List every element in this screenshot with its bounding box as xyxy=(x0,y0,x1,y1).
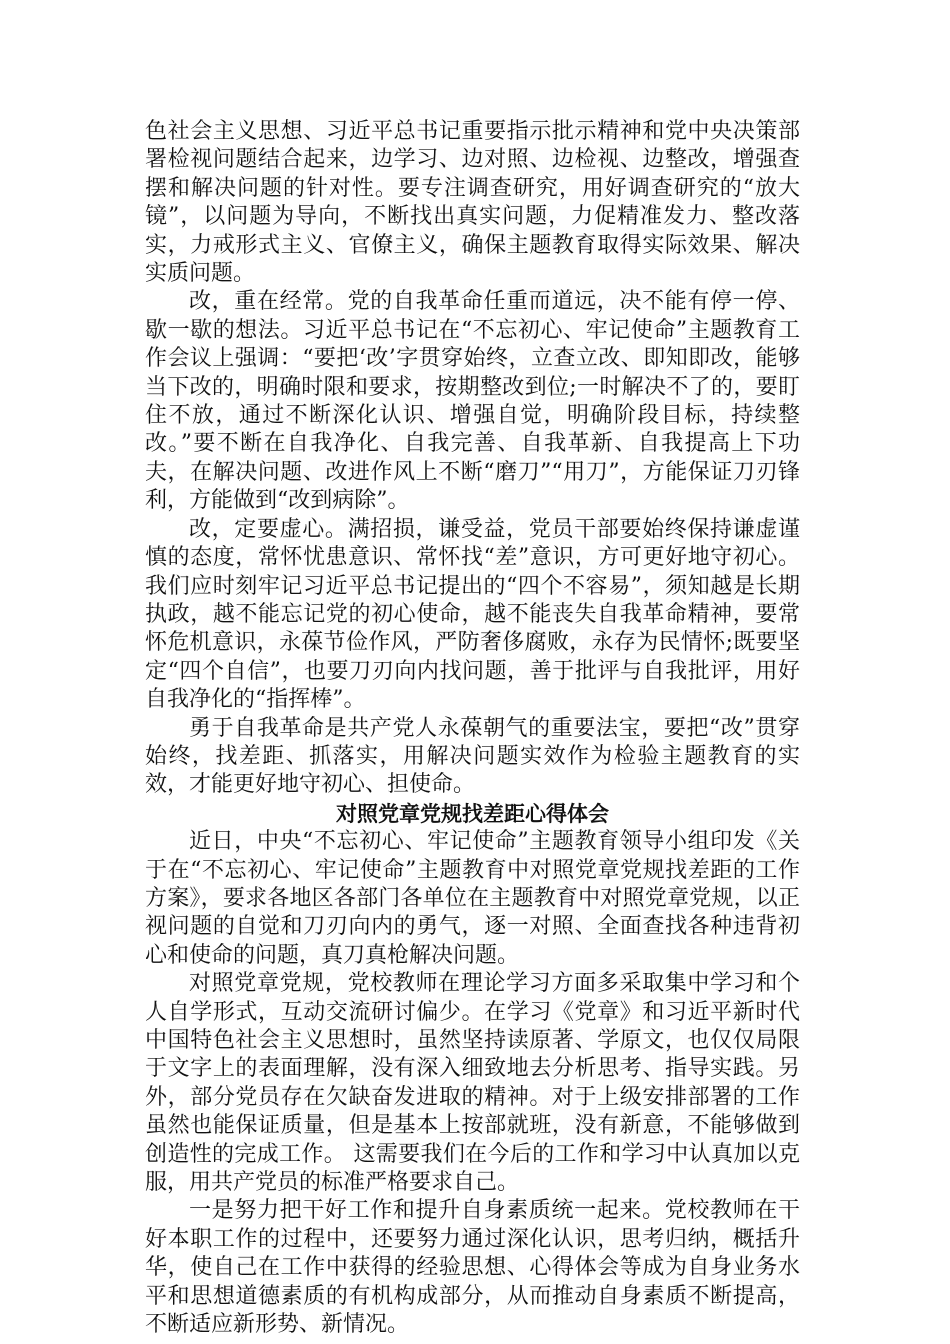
paragraph-gai-jingchang: 改，重在经常。党的自我革命任重而道远，决不能有停一停、歇一歇的想法。习近平总书记在“不忘初心、牢记使命”主题教育工作会议上强调：“要把‘改’字贯穿始终，立查立改、即知即改，能够当下改的，明确时限和要求，按期整改到位;一时解决不了的，要盯住不放，通过不断深化认识、增强自觉，明确阶段目标，持续整改。”要不断在自我净化、自我完善、自我革新、自我提高上下功夫，在解决问题、改进作风上不断“磨刀”“用刀”，方能保证刀刃锋利，方能做到“改到病除”。 xyxy=(145,289,800,514)
paragraph-intro: 近日，中央“不忘初心、牢记使命”主题教育领导小组印发《关于在“不忘初心、牢记使命”主题教育中对照党章党规找差距的工作方案》，要求各地区各部门各单位在主题教育中对照党章党规，以正视问题的自觉和刀刃向内的勇气，逐一对照、全面查找各种违背初心和使命的问题，真刀真枪解决问题。 xyxy=(145,829,800,968)
paragraph-measure-one: 一是努力把干好工作和提升自身素质统一起来。党校教师在干好本职工作的过程中，还要努力通过深化认识，思考归纳，概括升华，使自己在工作中获得的经验思想、心得体会等成为自身业务水平和思想道德素质的有机构成部分，从而推动自身素质不断提高，不断适应新形势、新情况。 xyxy=(145,1198,800,1338)
paragraph-conclusion: 勇于自我革命是共产党人永葆朝气的重要法宝，要把“改”贯穿始终，找差距、抓落实，用解决问题实效作为检验主题教育的实效，才能更好地守初心、担使命。 xyxy=(145,715,800,798)
paragraph-continuation: 色社会主义思想、习近平总书记重要指示批示精神和党中央决策部署检视问题结合起来，边学习、边对照、边检视、边整改，增强查摆和解决问题的针对性。要专注调查研究，用好调查研究的“放大镜”，以问题为导向，不断找出真实问题，力促精准发力、整改落实，力戒形式主义、官僚主义，确保主题教育取得实际效果、解决实质问题。 xyxy=(145,119,800,287)
document-page xyxy=(145,118,800,1339)
paragraph-gai-xuxin: 改，定要虚心。满招损，谦受益，党员干部要始终保持谦虚谨慎的态度，常怀忧患意识、常怀找“差”意识，方可更好地守初心。我们应时刻牢记习近平总书记提出的“四个不容易”，须知越是长期执政，越不能忘记党的初心使命，越不能丧失自我革命精神，要常怀危机意识，永葆节俭作风，严防奢侈腐败，永存为民情怀;既要坚定“四个自信”，也要刀刃向内找问题，善于批评与自我批评，用好自我净化的“指挥棒”。 xyxy=(145,516,800,713)
section-heading: 对照党章党规找差距心得体会 xyxy=(336,801,609,826)
paragraph-problems: 对照党章党规，党校教师在理论学习方面多采取集中学习和个人自学形式，互动交流研讨偏少。在学习《党章》和习近平新时代中国特色社会主义思想时，虽然坚持读原著、学原文，也仅仅局限于文字上的表面理解，没有深入细致地去分析思考、指导实践。另外，部分党员存在欠缺奋发进取的精神。对于上级安排部署的工作虽然也能保证质量，但是基本上按部就班，没有新意，不能够做到创造性的完成工作。 这需要我们在今后的工作和学习中认真加以克服，用共产党员的标准严格要求自己。 xyxy=(145,971,800,1196)
